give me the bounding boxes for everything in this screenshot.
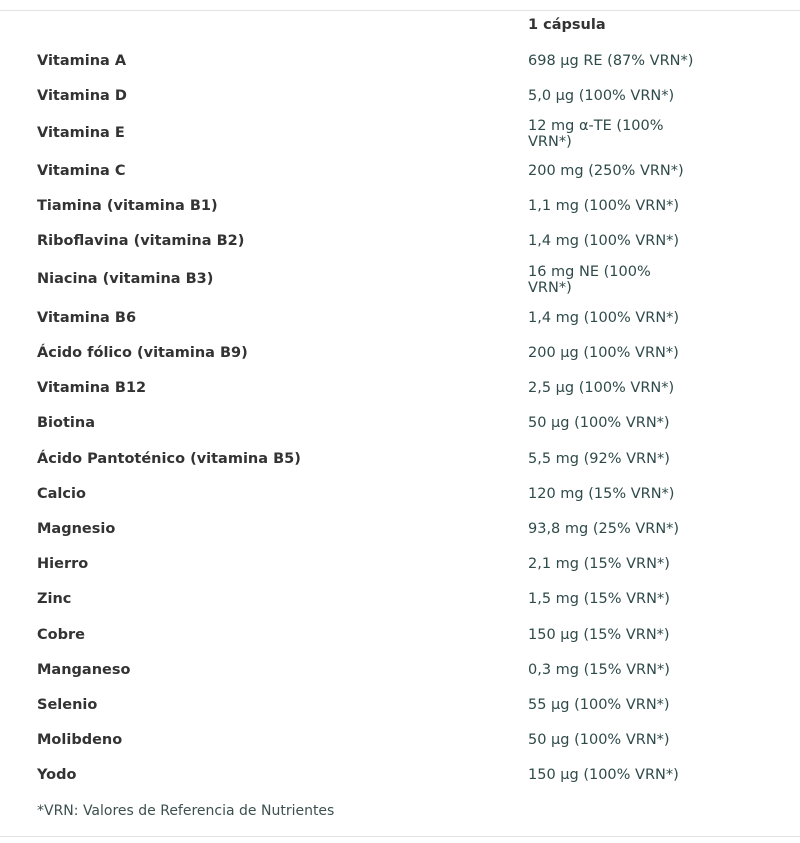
column-header: 1 cápsula: [528, 17, 606, 33]
nutrient-name: Cobre: [37, 627, 85, 643]
nutrient-name: Tiamina (vitamina B1): [37, 198, 218, 214]
nutrient-value: 150 µg (15% VRN*): [528, 627, 670, 643]
nutrient-name: Niacina (vitamina B3): [37, 271, 214, 287]
nutrient-value: 200 mg (250% VRN*): [528, 163, 684, 179]
nutrient-value: 2,5 µg (100% VRN*): [528, 380, 675, 396]
nutrient-name: Vitamina D: [37, 88, 127, 104]
nutrient-value: 16 mg NE (100% VRN*): [528, 264, 651, 296]
nutrient-value: 1,5 mg (15% VRN*): [528, 591, 670, 607]
nutrient-value: 55 µg (100% VRN*): [528, 697, 670, 713]
nutrient-value: 0,3 mg (15% VRN*): [528, 662, 670, 678]
nutrient-name: Vitamina B12: [37, 380, 147, 396]
nutrient-name: Selenio: [37, 697, 98, 713]
nutrient-name: Vitamina B6: [37, 310, 137, 326]
nutrient-value: 698 µg RE (87% VRN*): [528, 53, 694, 69]
nutrient-value: 1,4 mg (100% VRN*): [528, 233, 680, 249]
nutrient-value: 50 µg (100% VRN*): [528, 732, 670, 748]
nutrient-value: 120 mg (15% VRN*): [528, 486, 675, 502]
nutrient-name: Yodo: [37, 767, 77, 783]
top-divider: [0, 10, 800, 11]
nutrient-value: 5,5 mg (92% VRN*): [528, 451, 670, 467]
nutrient-name: Vitamina C: [37, 163, 126, 179]
nutrient-name: Calcio: [37, 486, 86, 502]
nutrient-value: 50 µg (100% VRN*): [528, 415, 670, 431]
nutrient-value: 12 mg α-TE (100% VRN*): [528, 118, 664, 150]
nutrient-name: Molibdeno: [37, 732, 123, 748]
nutrient-value: 200 µg (100% VRN*): [528, 345, 679, 361]
nutrient-value: 2,1 mg (15% VRN*): [528, 556, 670, 572]
nutrient-name: Ácido Pantoténico (vitamina B5): [37, 451, 301, 467]
nutrient-name: Riboflavina (vitamina B2): [37, 233, 245, 249]
nutrient-name: Manganeso: [37, 662, 131, 678]
nutrient-name: Vitamina A: [37, 53, 127, 69]
nutrient-value: 150 µg (100% VRN*): [528, 767, 679, 783]
nutrient-value: 93,8 mg (25% VRN*): [528, 521, 680, 537]
nutrient-name: Magnesio: [37, 521, 116, 537]
nutrient-name: Biotina: [37, 415, 95, 431]
nutrient-name: Zinc: [37, 591, 72, 607]
nutrient-name: Ácido fólico (vitamina B9): [37, 345, 248, 361]
nutrient-name: Hierro: [37, 556, 89, 572]
nutrient-value: 1,4 mg (100% VRN*): [528, 310, 680, 326]
nutrient-value: 1,1 mg (100% VRN*): [528, 198, 680, 214]
bottom-divider: [0, 836, 800, 837]
nutrient-name: Vitamina E: [37, 125, 125, 141]
nutrient-value: 5,0 µg (100% VRN*): [528, 88, 675, 104]
footnote: *VRN: Valores de Referencia de Nutrientes: [37, 803, 335, 819]
